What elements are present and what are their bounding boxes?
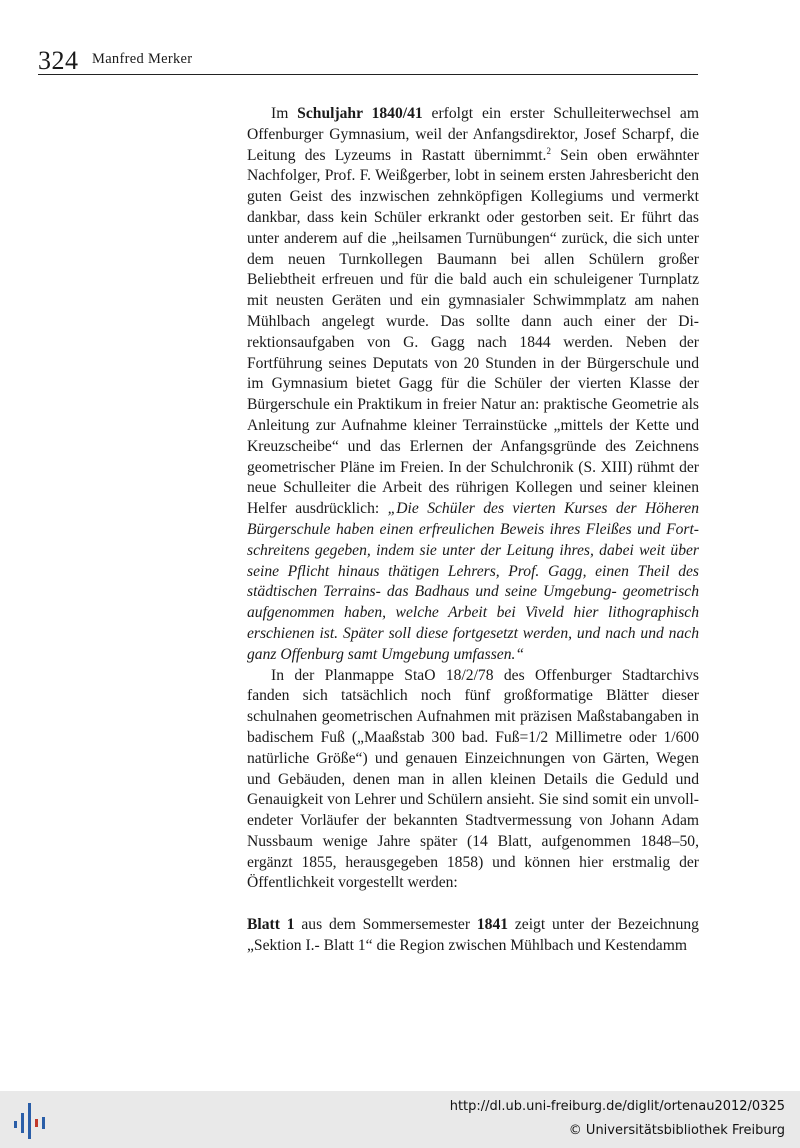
bold-text: Blatt 1 xyxy=(247,916,295,934)
paragraph-3 xyxy=(247,915,699,957)
page-header xyxy=(38,44,698,75)
text-run: aus dem Sommersemester xyxy=(294,916,477,934)
page-number: 324 xyxy=(38,46,79,75)
bold-text: 1841 xyxy=(476,916,509,934)
running-head-author: Manfred Merker xyxy=(92,51,193,67)
paragraph-2: In der Planmappe StaO 18/2/78 des Offenburger Stadtarchivs fanden sich tatsächlich noch fünf großformatige Blätter dieser schulnahen geometrischen Aufnahmen mit präzisen Maßstabangaben in badischem Fuß („Maaßstab 300 bad. Fuß=1/2 Millimetre oder 1/600 natürliche Größe“) und genauen Einzeichnungen von Gärten, Wegen und Gebäuden, denen man in allen kleinen Details die Geduld und Genauigkeit von Lehrer und Schülern ansieht. Sie sind somit ein unvollendeter Vorläufer der bekannten Stadtvermessung von Johann Adam Nussbaum wenige Jahre später (14 Blatt, aufgenommen 1848–50, ergänzt 1855, herausgegeben 1858) und können hier erstmalig der Öffentlichkeit vorgestellt werden: xyxy=(247,666,699,892)
copyright-notice: © Universitätsbibliothek Freiburg xyxy=(568,1123,785,1138)
text-run: erfolgt ein erster Schulleiterwechsel am Offenburger Gymnasium, weil der Anfangsdirektor, Josef Scharpf, die Leitung des Lyzeums in Rastatt übernimmt. xyxy=(247,105,699,164)
body-text xyxy=(247,104,699,957)
footnote-marker: 2 xyxy=(546,145,551,156)
text-run: Sein oben erwähnter Nachfolger, Prof. F. Weißgerber, lobt in seinem ersten Jahresbericht den guten Geist des inzwischen zehnköpfigen Kollegiums und vermerkt dankbar, dass kein Schüler erkrankt oder gestorben seit. Er führt das unter anderem auf die „heilsamen Turnübungen“ zurück, die sich unter dem neuen Turnkollegen Baumann bei allen Schülern großer Beliebtheit erfreuen und für die bald auch ein schuleigener Turnplatz mit neusten Geräten und ein gymnasialer Schwimmplatz am nahen Mühlbach angelegt wurde. Das sollte dann auch einer der Direktionsaufgaben von G. Gagg nach 1844 werden. Neben der Fortführung seines Deputats von 20 Stunden in der Bürgerschule und im Gymnasium bietet Gagg für die Schüler der vierten Klasse der Bürgerschule ein Praktikum in freier Natur an: praktische Geometrie als Anleitung zur Aufnahme kleiner Terrainstücke „mittels der Kette und Kreuzscheibe“ und das Erlernen der Anfangsgründe des Zeichnens geometrischer Pläne im Freien. In der Schulchronik (S. XIII) rühmt der neue Schulleiter die Arbeit des rührigen Kollegen und seiner kleinen Helfer ausdrücklich: xyxy=(247,146,699,518)
source-url-link[interactable]: http://dl.ub.uni-freiburg.de/diglit/ortenau2012/0325 xyxy=(449,1099,785,1114)
paragraph-1 xyxy=(247,104,699,666)
text-run: zeigt unter der Bezeichnung „Sektion I.- Blatt 1“ die Region zwischen Mühlbach und Kestendamm xyxy=(247,916,699,954)
ub-freiburg-logo-icon xyxy=(10,1099,50,1141)
bold-text: Schuljahr 1840/41 xyxy=(297,105,423,122)
footer-bar xyxy=(0,1091,800,1148)
paragraph-gap xyxy=(247,894,699,915)
text-run: Im xyxy=(271,105,298,122)
quotation: „Die Schüler des vierten Kurses der Höheren Bürgerschule haben einen erfreulichen Beweis ihres Fleißes und Fortschreitens gegeben, indem sie unter der Leitung ihres, dabei weit über seine Pflicht hinaus thätigen Lehrers, Prof. Gagg, einen Theil des städtischen Terrains- das Badhaus und seine Umgebung- geometrisch aufgenommen haben, welche Arbeit bei Viveld hier lithographisch erschienen ist. Später soll diese fortgesetzt werden, und nach und nach ganz Offenburg samt Umgebung umfassen.“ xyxy=(247,500,699,663)
